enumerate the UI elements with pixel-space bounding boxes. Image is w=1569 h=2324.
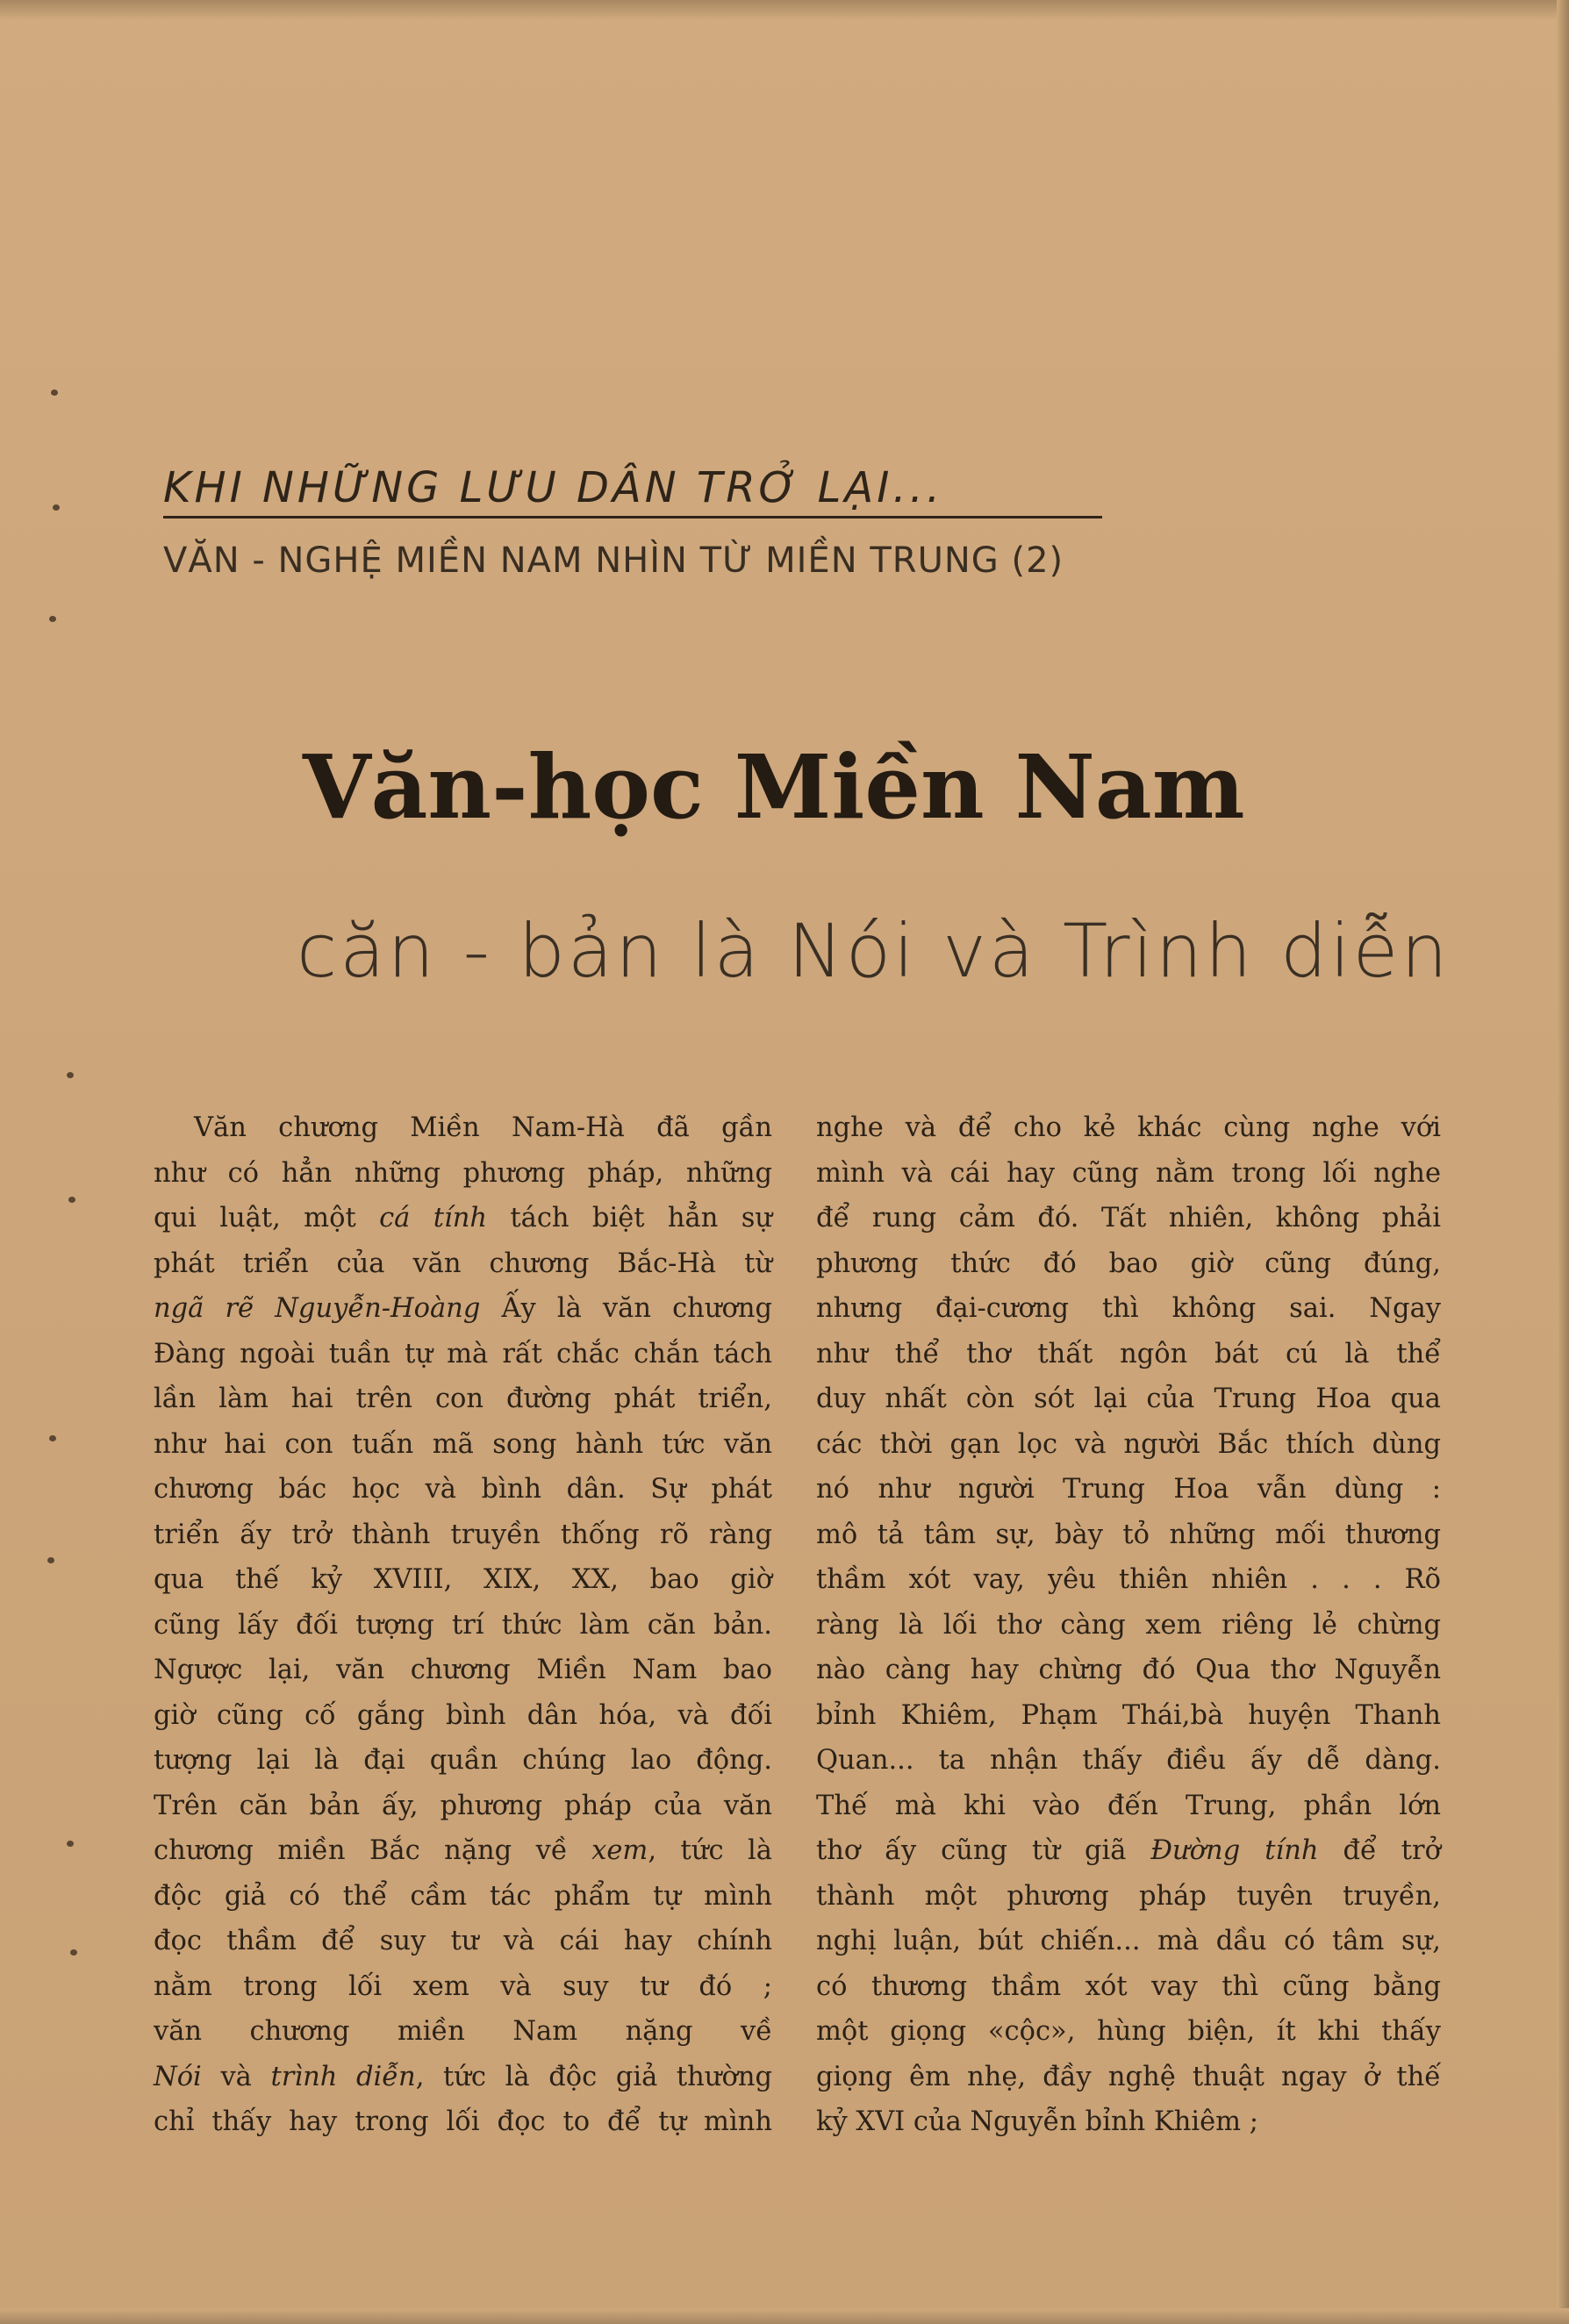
text-line: Quan... ta nhận thấy điều ấy dễ dàng. bbox=[816, 1745, 1441, 1776]
page-bottom-edge bbox=[0, 2308, 1569, 2324]
text-line: Trên căn bản ấy, phương pháp của văn bbox=[154, 1790, 772, 1821]
emphasis-text: Đường tính bbox=[1150, 1835, 1319, 1866]
page-right-edge bbox=[1557, 0, 1569, 2324]
text-line: Nói và trình diễn, tức là độc giả thường bbox=[154, 2061, 772, 2092]
text-line: để rung cảm đó. Tất nhiên, không phải bbox=[816, 1203, 1441, 1234]
text-line: ngã rẽ Nguyễn-Hoàng Ấy là văn chương bbox=[154, 1293, 772, 1324]
emphasis-text: cá tính bbox=[379, 1203, 488, 1234]
text-line: phát triển của văn chương Bắc-Hà từ bbox=[154, 1248, 772, 1279]
text-line: Văn chương Miền Nam-Hà đã gần bbox=[194, 1112, 772, 1143]
page-top-edge bbox=[0, 0, 1569, 19]
text-line: nằm trong lối xem và suy tư đó ; bbox=[154, 1970, 772, 2002]
text-line: nghị luận, bút chiến... mà dầu có tâm sự, bbox=[816, 1926, 1441, 1956]
text-line: qui luật, một cá tính tách biệt hẳn sự bbox=[154, 1203, 772, 1234]
text-line: một giọng «cộc», hùng biện, ít khi thấy bbox=[816, 2016, 1441, 2047]
text-line: duy nhất còn sót lại của Trung Hoa qua bbox=[816, 1384, 1441, 1414]
text-line: có thương thầm xót vay thì cũng bằng bbox=[816, 1970, 1441, 2002]
text-line: đọc thầm để suy tư và cái hay chính bbox=[154, 1926, 772, 1956]
text-line: mô tả tâm sự, bày tỏ những mối thương bbox=[816, 1519, 1441, 1550]
text-line: giọng êm nhẹ, đầy nghệ thuật ngay ở thế bbox=[816, 2061, 1441, 2092]
text-line: phương thức đó bao giờ cũng đúng, bbox=[816, 1248, 1441, 1279]
body-column-left bbox=[154, 1105, 772, 2145]
text-line: các thời gạn lọc và người Bắc thích dùng bbox=[816, 1428, 1441, 1460]
emphasis-text: Nói bbox=[154, 2061, 202, 2092]
text-line: triển ấy trở thành truyền thống rõ ràng bbox=[154, 1519, 772, 1550]
section-kicker: KHI NHỮNG LƯU DÂN TRỞ LẠI... bbox=[163, 463, 1102, 518]
text-line: thành một phương pháp tuyên truyền, bbox=[816, 1880, 1441, 1912]
text-line: nhưng đại-cương thì không sai. Ngay bbox=[816, 1293, 1441, 1324]
emphasis-text: ngã rẽ Nguyễn-Hoàng bbox=[154, 1293, 481, 1324]
emphasis-text: xem bbox=[591, 1835, 648, 1866]
article-subtitle: căn - bản là Nói và Trình diễn bbox=[297, 908, 1451, 994]
text-line: lần làm hai trên con đường phát triển, bbox=[154, 1384, 772, 1414]
binding-hole-mark bbox=[53, 504, 60, 511]
text-line: mình và cái hay cũng nằm trong lối nghe bbox=[816, 1157, 1441, 1189]
text-line: bỉnh Khiêm, Phạm Thái,bà huyện Thanh bbox=[816, 1699, 1441, 1731]
text-line: như hai con tuấn mã song hành tức văn bbox=[154, 1428, 772, 1460]
text-line: độc giả có thể cầm tác phẩm tự mình bbox=[154, 1880, 772, 1912]
series-subheading: VĂN - NGHỆ MIỀN NAM NHÌN TỪ MIỀN TRUNG (2) bbox=[163, 540, 1064, 581]
text-line: Đàng ngoài tuần tự mà rất chắc chắn tách bbox=[154, 1338, 772, 1369]
text-line: giờ cũng cố gắng bình dân hóa, và đối bbox=[154, 1699, 772, 1731]
text-line: thơ ấy cũng từ giã Đường tính để trở bbox=[816, 1835, 1441, 1866]
binding-hole-mark bbox=[70, 1949, 77, 1956]
binding-hole-mark bbox=[47, 1557, 54, 1563]
text-line: nào càng hay chừng đó Qua thơ Nguyễn bbox=[816, 1655, 1441, 1685]
text-line: kỷ XVI của Nguyễn bỉnh Khiêm ; bbox=[816, 2106, 1259, 2137]
text-line: nghe và để cho kẻ khác cùng nghe với bbox=[816, 1112, 1441, 1143]
binding-hole-mark bbox=[67, 1841, 74, 1847]
text-line: ràng là lối thơ càng xem riêng lẻ chừng bbox=[816, 1609, 1441, 1641]
binding-hole-mark bbox=[67, 1072, 74, 1078]
body-column-right bbox=[816, 1105, 1441, 2145]
text-line: nó như người Trung Hoa vẫn dùng : bbox=[816, 1474, 1441, 1505]
text-line: chương miền Bắc nặng về xem, tức là bbox=[154, 1835, 772, 1866]
binding-hole-mark bbox=[49, 616, 56, 622]
article-title: Văn-học Miền Nam bbox=[303, 735, 1245, 839]
text-line: chỉ thấy hay trong lối đọc to để tự mình bbox=[154, 2106, 772, 2137]
binding-hole-mark bbox=[49, 1435, 56, 1441]
text-line: tượng lại là đại quần chúng lao động. bbox=[154, 1745, 772, 1776]
text-line: như có hẳn những phương pháp, những bbox=[154, 1157, 772, 1189]
binding-hole-mark bbox=[51, 390, 58, 396]
text-line: cũng lấy đối tượng trí thức làm căn bản. bbox=[154, 1609, 772, 1641]
binding-hole-mark bbox=[68, 1197, 75, 1203]
text-line: văn chương miền Nam nặng về bbox=[154, 2016, 772, 2047]
text-line: qua thế kỷ XVIII, XIX, XX, bao giờ bbox=[154, 1564, 772, 1595]
text-line: Ngược lại, văn chương Miền Nam bao bbox=[154, 1655, 772, 1685]
text-line: chương bác học và bình dân. Sự phát bbox=[154, 1474, 772, 1505]
text-line: như thể thơ thất ngôn bát cú là thể bbox=[816, 1338, 1441, 1369]
emphasis-text: trình diễn bbox=[270, 2061, 416, 2092]
text-line: thầm xót vay, yêu thiên nhiên . . . Rõ bbox=[816, 1564, 1441, 1595]
text-line: Thế mà khi vào đến Trung, phần lớn bbox=[816, 1790, 1441, 1821]
